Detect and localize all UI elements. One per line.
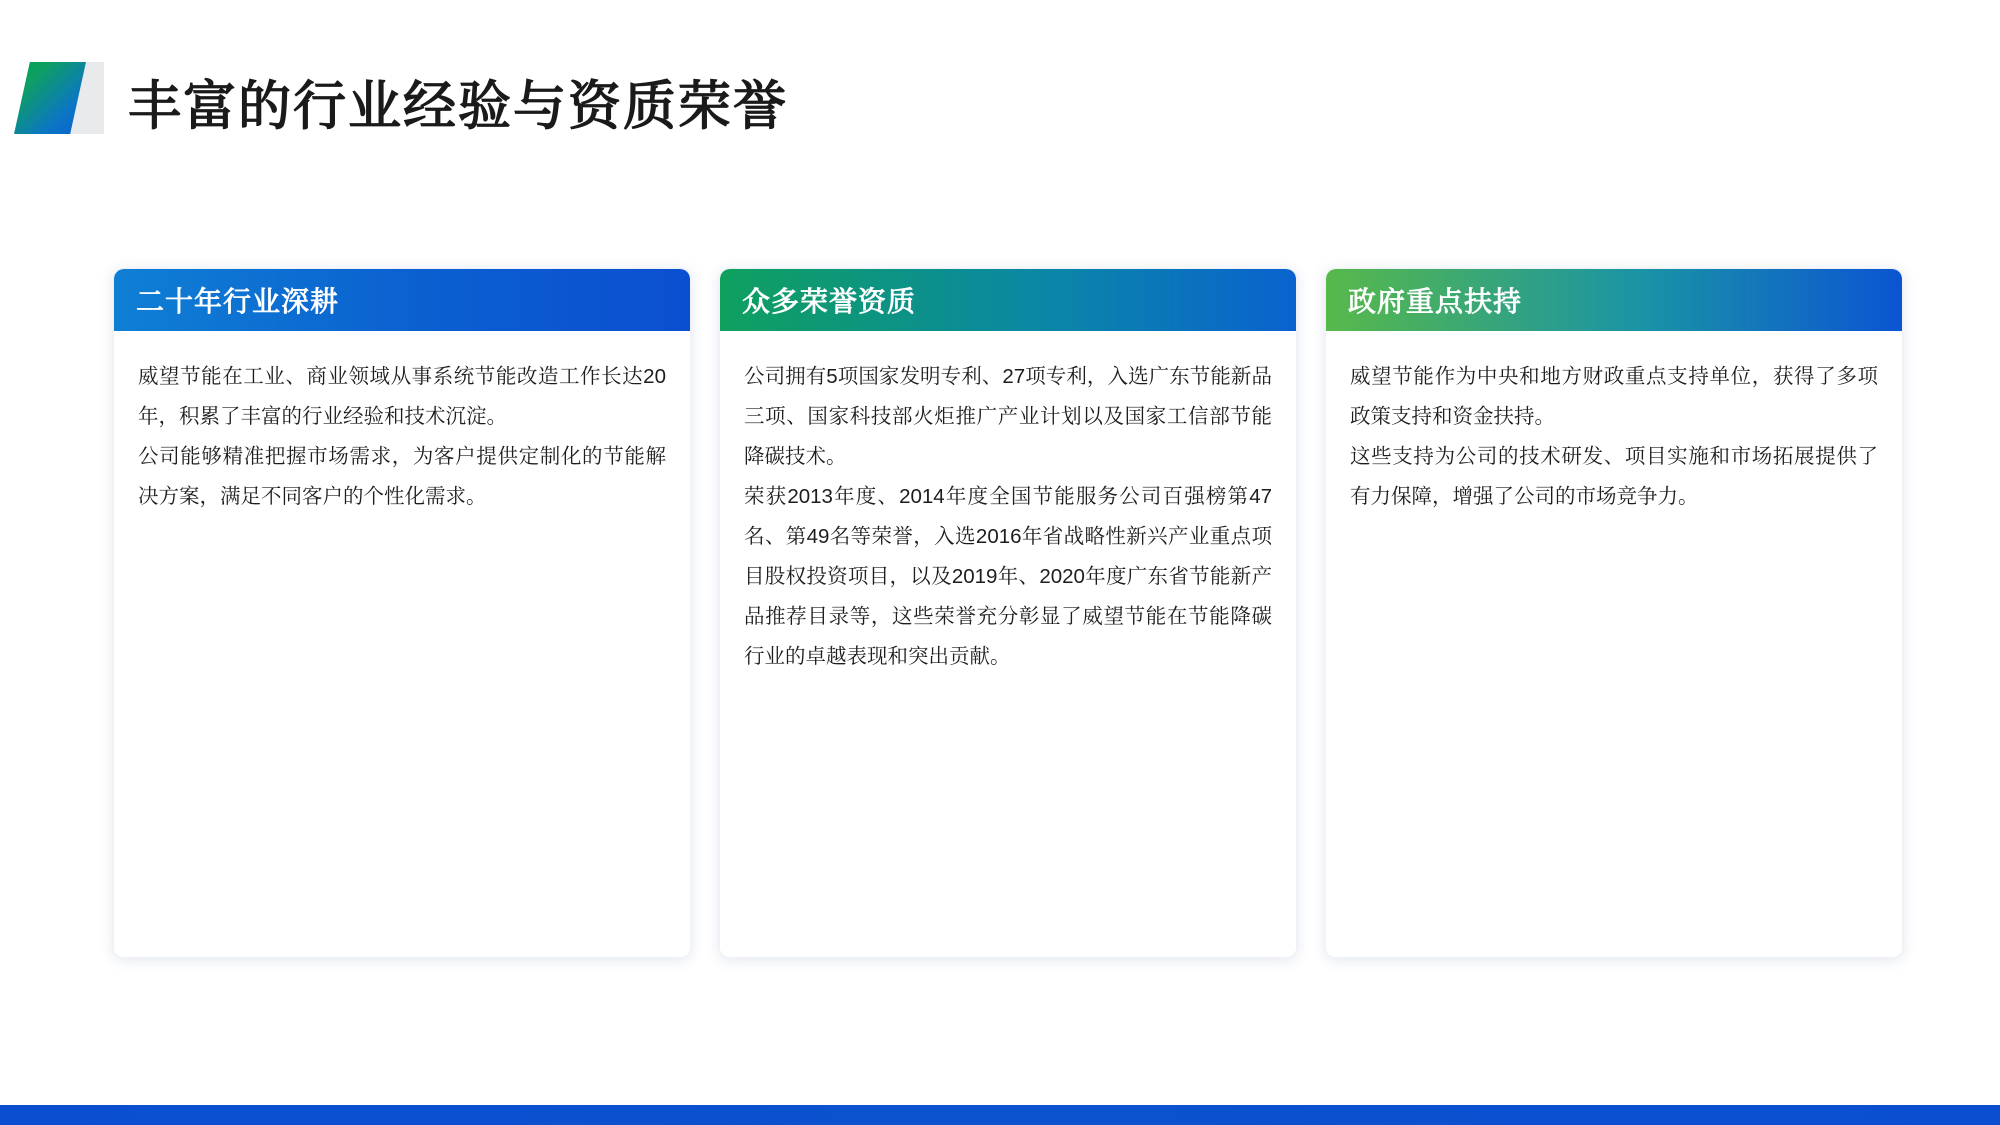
card-experience-paragraph-2: 公司能够精准把握市场需求，为客户提供定制化的节能解决方案，满足不同客户的个性化需求。 [138, 445, 666, 508]
card-government-support-header [1326, 269, 1902, 331]
card-honors-paragraph-2: 荣获2013年度、2014年度全国节能服务公司百强榜第47名、第49名等荣誉，入选2016年省战略性新兴产业重点项目股权投资项目，以及2019年、2020年度广东省节能新产品推荐目录等，这些荣誉充分彰显了威望节能在节能降碳行业的卓越表现和突出贡献。 [744, 485, 1272, 668]
card-honors [719, 268, 1297, 958]
card-experience-header [114, 269, 690, 331]
card-honors-title: 众多荣誉资质 [742, 286, 917, 317]
card-experience-body [114, 331, 690, 957]
card-government-support-paragraph-1: 威望节能作为中央和地方财政重点支持单位，获得了多项政策支持和资金扶持。 [1350, 365, 1878, 428]
card-experience-title: 二十年行业深耕 [136, 286, 340, 317]
card-honors-paragraph-1: 公司拥有5项国家发明专利、27项专利，入选广东节能新品三项、国家科技部火炬推广产业计划以及国家工信部节能降碳技术。 [744, 365, 1272, 468]
card-government-support-body [1326, 331, 1902, 957]
page-header [0, 50, 2000, 150]
card-honors-header [720, 269, 1296, 331]
card-government-support [1325, 268, 1903, 958]
page-title: 丰富的行业经验与资质荣誉 [128, 77, 788, 136]
gradient-parallelogram-logo-icon [14, 62, 104, 134]
card-government-support-paragraph-2: 这些支持为公司的技术研发、项目实施和市场拓展提供了有力保障，增强了公司的市场竞争力。 [1350, 445, 1878, 508]
footer-bar [0, 1105, 2000, 1125]
card-group [113, 268, 1903, 958]
card-government-support-title: 政府重点扶持 [1348, 286, 1523, 317]
card-experience [113, 268, 691, 958]
card-experience-paragraph-1: 威望节能在工业、商业领域从事系统节能改造工作长达20年，积累了丰富的行业经验和技术沉淀。 [138, 365, 666, 428]
card-honors-body [720, 331, 1296, 957]
